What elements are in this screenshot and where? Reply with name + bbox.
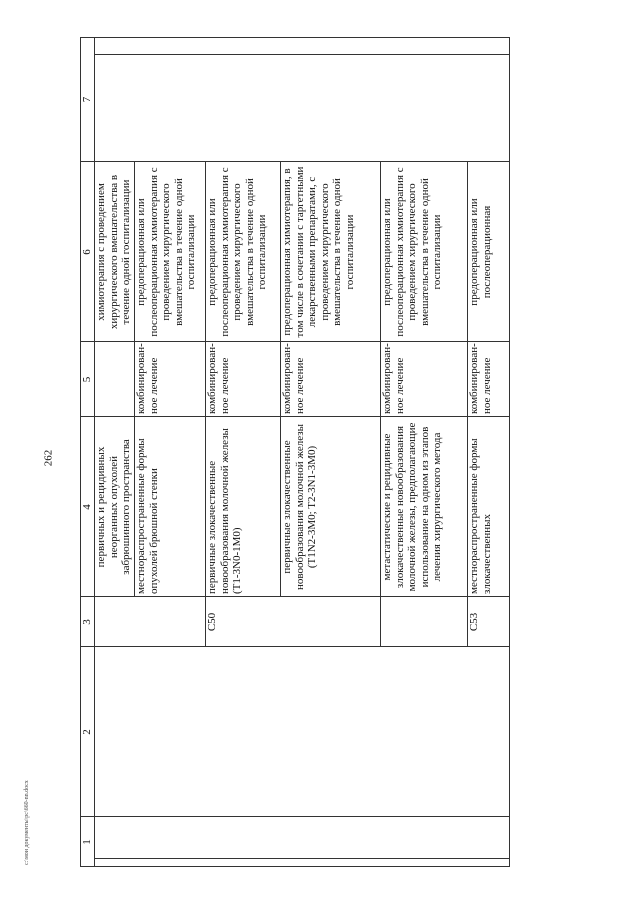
grid-line (80, 37, 81, 867)
grid-line (94, 37, 95, 867)
row-4-diagnosis: метастатические и рецидивные злокачественные новообразования молочной железы, предполагающие использование на одном из этапов лечения хирургического метода (381, 422, 443, 592)
grid-line (94, 858, 510, 859)
header-col-5: 5 (81, 376, 93, 383)
grid-line (205, 162, 206, 647)
header-col-3: 3 (81, 619, 93, 625)
grid-line (80, 866, 510, 867)
page-number: 262 (42, 449, 55, 467)
row-2-code: C50 (206, 612, 218, 632)
grid-line (467, 162, 468, 647)
grid-line (280, 162, 281, 597)
row-4-treatment: комбинирован-ное лечение (381, 343, 406, 414)
row-3-treatment: комбинирован-ное лечение (281, 343, 306, 414)
grid-line (509, 37, 510, 867)
header-col-7: 7 (81, 96, 93, 103)
header-col-6: 6 (81, 249, 93, 255)
grid-line (80, 646, 510, 647)
row-4-method: предоперационная или послеоперационная химиотерапия с проведением хирургического вмешательства в течение одной госпитализации (381, 167, 443, 337)
grid-line (94, 54, 510, 55)
row-3-method: предоперационная химиотерапия, в том числе в сочетании с таргетными лекарственными препаратами, с проведением хирургического вмешательства в течение одной госпитализации (281, 166, 356, 338)
grid-line (380, 162, 381, 647)
row-2-method: предоперационная или послеоперационная химиотерапия с проведением хирургического вмешательства в течение одной госпитализации (206, 167, 268, 337)
row-3-diagnosis: первичные злокачественные новообразования молочной железы (T1N2-3M0; T2-3N1-3M0) (281, 424, 318, 590)
row-5-method: предоперационная или послеоперационная (468, 198, 493, 306)
grid-line (80, 416, 510, 417)
header-col-1: 1 (81, 839, 93, 845)
header-col-2: 2 (81, 729, 93, 735)
grid-line (80, 816, 510, 817)
row-1-treatment: комбинирован-ное лечение (135, 343, 160, 414)
grid-line (80, 341, 510, 342)
rotated-table (80, 37, 610, 867)
row-2-diagnosis: первичные злокачественные новообразования молочной железы (T1-3N0-1M0) (206, 428, 243, 594)
row-1-method: предоперационная или послеоперационная химиотерапия с проведением хирургического вмешательства в течение одной госпитализации (135, 167, 197, 337)
row-5-treatment: комбинирован-ное лечение (468, 343, 493, 414)
grid-line (134, 162, 135, 597)
grid-line (80, 37, 510, 38)
header-col-4: 4 (81, 504, 93, 510)
row-5-code: C53 (468, 612, 480, 632)
row-5-diagnosis: местнораспространенные формы злокачественных (468, 438, 493, 594)
row-1-diagnosis: местнораспространенные формы опухолей брюшной стенки (135, 438, 160, 594)
footer-file-path: c:\мои документы\рс\660-nn.docx (24, 780, 30, 865)
grid-line (80, 161, 510, 162)
row-0-diagnosis: первичных и рецидивных неорганных опухолей забрюшинного пространства (95, 439, 132, 575)
row-0-method: химиотерапия с проведением хирургического вмешательства в течение одной госпитализации (95, 174, 132, 330)
row-2-treatment: комбинирован-ное лечение (206, 343, 231, 414)
grid-line (80, 596, 510, 597)
